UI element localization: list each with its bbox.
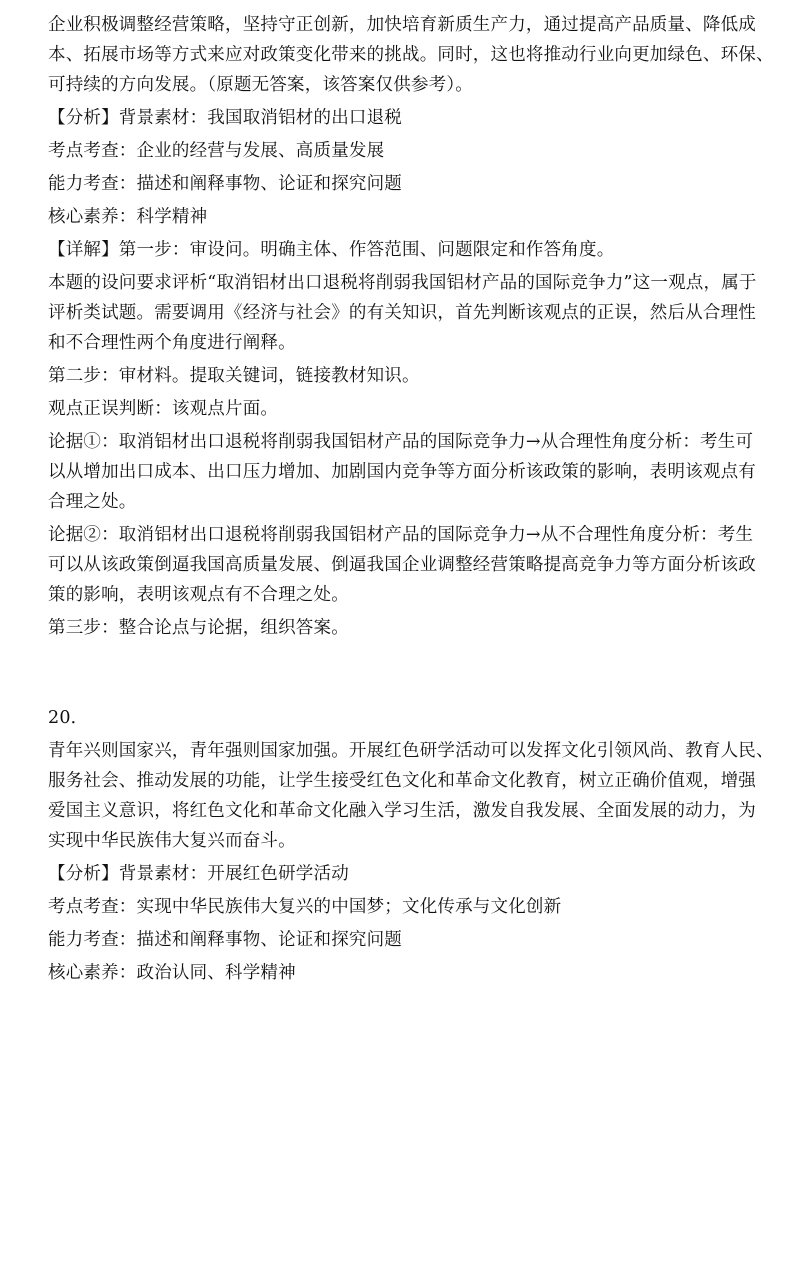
p1-line-1: 企业积极调整经营策略，坚持守正创新，加快培育新质生产力，通过提高产品质量、降低成	[48, 15, 756, 35]
argument-2-line-2: 可以从该政策倒逼我国高质量发展、倒逼我国企业调整经营策略提高竞争力等方面分析该政	[48, 555, 756, 575]
kaodian-1: 考点考查：企业的经营与发展、高质量发展	[48, 141, 385, 161]
detail-heading-1: 【详解】第一步：审设问。明确主体、作答范围、问题限定和作答角度。	[48, 240, 615, 260]
p2-line-3: 和不合理性两个角度进行阐释。	[48, 333, 296, 353]
kaodian-2: 考点考查：实现中华民族伟大复兴的中国梦；文化传承与文化创新	[48, 897, 562, 917]
argument-2-line-3: 策的影响，表明该观点有不合理之处。	[48, 585, 349, 605]
p1-line-3: 可持续的方向发展。（原题无答案，该答案仅供参考）。	[48, 75, 473, 95]
step-3: 第三步：整合论点与论据，组织答案。	[48, 618, 349, 638]
question-number: 20．	[48, 708, 89, 728]
p3-line-4: 实现中华民族伟大复兴而奋斗。	[48, 831, 296, 851]
suyang-2: 核心素养：政治认同、科学精神	[48, 963, 296, 983]
p2-line-1: 本题的设问要求评析“取消铝材出口退税将削弱我国铝材产品的国际竞争力”这一观点，属于	[48, 273, 757, 293]
p3-line-3: 爱国主义意识，将红色文化和革命文化融入学习生活，激发自我发展、全面发展的动力，为	[48, 801, 756, 821]
p3-line-2: 服务社会、推动发展的功能，让学生接受红色文化和革命文化教育，树立正确价值观，增强	[48, 771, 756, 791]
p2-line-2: 评析类试题。需要调用《经济与社会》的有关知识，首先判断该观点的正误，然后从合理性	[48, 303, 756, 323]
p1-line-2: 本、拓展市场等方式来应对政策变化带来的挑战。同时，这也将推动行业向更加绿色、环保、	[48, 45, 774, 65]
section-gap	[48, 643, 778, 703]
nengli-1: 能力考查：描述和阐释事物、论证和探究问题	[48, 174, 402, 194]
nengli-2: 能力考查：描述和阐释事物、论证和探究问题	[48, 930, 402, 950]
argument-1-line-1: 论据①：取消铝材出口退税将削弱我国铝材产品的国际竞争力→从合理性角度分析：考生可	[48, 432, 754, 452]
argument-2-line-1: 论据②：取消铝材出口退税将削弱我国铝材产品的国际竞争力→从不合理性角度分析：考生	[48, 525, 754, 545]
step-2: 第二步：审材料。提取关键词，链接教材知识。	[48, 366, 420, 386]
analysis-heading-2: 【分析】背景素材：开展红色研学活动	[48, 864, 349, 884]
argument-1-line-3: 合理之处。	[48, 492, 137, 512]
analysis-heading-1: 【分析】背景素材：我国取消铝材的出口退税	[48, 108, 402, 128]
p3-line-1: 青年兴则国家兴，青年强则国家加强。开展红色研学活动可以发挥文化引领风尚、教育人民、	[48, 741, 774, 761]
suyang-1: 核心素养：科学精神	[48, 207, 208, 227]
argument-1-line-2: 以从增加出口成本、出口压力增加、加剧国内竞争等方面分析该政策的影响，表明该观点有	[48, 462, 756, 482]
judgement: 观点正误判断：该观点片面。	[48, 399, 279, 419]
document-page	[48, 10, 778, 988]
